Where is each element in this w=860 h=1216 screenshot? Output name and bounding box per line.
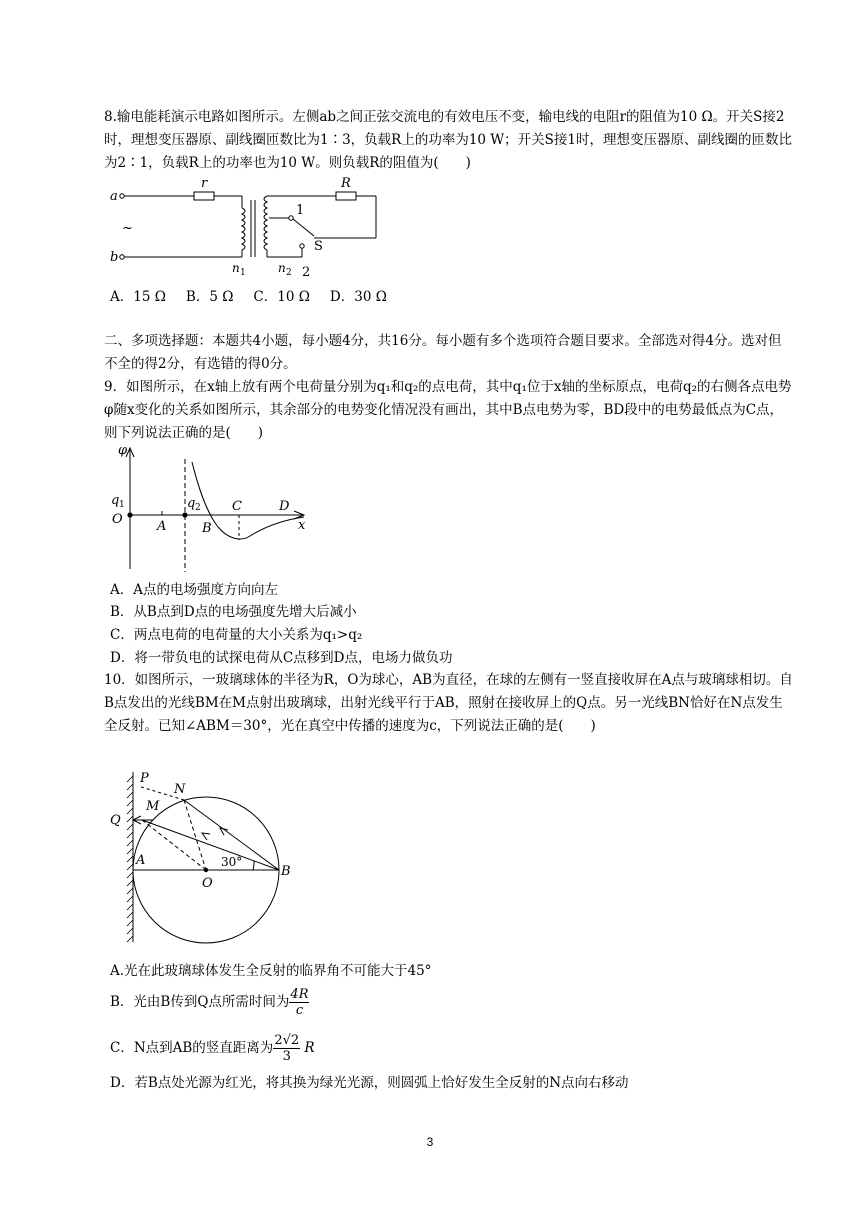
q9-label-D: D	[279, 499, 290, 514]
q10-option-d[interactable]: D．若B点处光源为红光，将其换为绿光光源，则圆弧上恰好发生全反射的N点向右移动	[110, 1075, 629, 1091]
q10-option-c-denominator: 3	[282, 1049, 291, 1064]
q9-label-q2-sub: 2	[195, 503, 201, 513]
q10-label-A: A	[136, 853, 146, 868]
q10-option-a[interactable]: A.光在此玻璃球体发生全反射的临界角不可能大于45°	[110, 963, 432, 979]
section2-header: 二、多项选择题：本题共4小题，每小题4分，共16分。每小题有多个选项符合题目要求。全部选对得4分。选对但不全的得2分，有选错的得0分。	[104, 333, 782, 372]
q10-glass-sphere-figure	[108, 766, 308, 946]
q8-ac-symbol: ~	[122, 221, 133, 236]
q9-stem: 9．如图所示，在x轴上放有两个电荷量分别为q₁和q₂的点电荷，其中q₁位于x轴的坐标原点，电荷q₂的右侧各点电势φ随x变化的关系如图所示，其余部分的电势变化情况没有画出，其中B点电势为零，BD段中的电势最低点为C点，则下列说法正确的是( )	[104, 379, 792, 441]
q8-label-1: 1	[296, 203, 305, 218]
q10-label-P: P	[140, 771, 149, 786]
q10-option-b-fraction	[289, 987, 309, 1018]
q8-option-c[interactable]: C．10 Ω	[253, 289, 310, 305]
q8-label-b: b	[110, 250, 119, 265]
q10-option-b-denominator: c	[295, 1003, 304, 1018]
page-number: 3	[426, 1135, 434, 1149]
q9-option-d[interactable]: D．将一带负电的试探电荷从C点移到D点，电场力做负功	[110, 650, 453, 666]
q8-label-n2: n	[278, 261, 286, 275]
q10-label-Q: Q	[110, 813, 121, 828]
q9-axis-phi: φ	[118, 443, 128, 458]
q10-label-N: N	[174, 782, 186, 797]
q10-angle-label: 30°	[221, 855, 243, 869]
q8-option-b[interactable]: B．5 Ω	[185, 289, 234, 305]
q8-label-S: S	[314, 239, 323, 254]
q8-option-d[interactable]: D．30 Ω	[329, 289, 387, 305]
q9-label-A: A	[157, 519, 167, 534]
q8-circuit-figure	[104, 178, 404, 278]
q10-option-c-text: C．N点到AB的竖直距离为	[110, 1040, 274, 1056]
q8-label-a: a	[110, 189, 118, 204]
q10-option-c[interactable]	[110, 1031, 315, 1065]
q10-option-c-post: R	[300, 1040, 315, 1056]
q10-label-B: B	[281, 864, 291, 879]
q10-option-c-fraction	[273, 1033, 300, 1064]
q10-option-b-numerator: 4R	[290, 987, 309, 1002]
q8-label-R: R	[341, 176, 351, 191]
q9-label-q1: q	[111, 493, 120, 508]
q9-label-O: O	[112, 512, 123, 527]
q8-label-n1: n	[232, 261, 240, 275]
q10-stem: 10．如图所示，一玻璃球体的半径为R，O为球心，AB为直径，在球的左侧有一竖直接收屏在A点与玻璃球相切。自B点发出的光线BM在M点射出玻璃球，出射光线平行于AB，照射在接收屏上的Q点。另一光线BN恰好在N点发生全反射。已知∠ABM＝30°，光在真空中传播的速度为c，下列说法正确的是( )	[104, 672, 793, 734]
q9-option-a[interactable]: A．A点的电场强度方向向左	[110, 582, 278, 598]
q10-option-c-numerator: 2√2	[274, 1033, 300, 1048]
q8-option-a[interactable]: A．15 Ω	[110, 289, 166, 305]
q8-label-n1-sub: 1	[240, 268, 246, 278]
q8-label-2: 2	[302, 265, 311, 280]
q9-option-c[interactable]: C．两点电荷的电荷量的大小关系为q₁>q₂	[110, 627, 363, 643]
q10-label-M: M	[146, 799, 160, 814]
q8-options	[110, 286, 387, 308]
q9-label-q1-sub: 1	[119, 500, 125, 510]
q9-label-B: B	[202, 521, 212, 536]
q8-label-r: r	[201, 176, 208, 191]
q9-option-b[interactable]: B．从B点到D点的电场强度先增大后减小	[110, 604, 357, 620]
q9-potential-graph	[108, 444, 328, 574]
q9-label-q2: q	[187, 496, 196, 511]
q8-stem: 8.输电能耗演示电路如图所示。左侧ab之间正弦交流电的有效电压不变，输电线的电阻r的阻值为10 Ω。开关S接2时，理想变压器原、副线圈匝数比为1∶3，负载R上的功率为10 W；开关S接1时，理想变压器原、副线圈的匝数比为2∶1，负载R上的功率也为10 W。则负载R的阻值为( )	[104, 109, 793, 171]
q10-option-b[interactable]	[110, 985, 309, 1019]
q10-option-b-text: B．光由B传到Q点所需时间为	[110, 994, 290, 1010]
q9-axis-x: x	[298, 518, 306, 533]
q8-label-n2-sub: 2	[286, 268, 292, 278]
q10-label-O: O	[202, 876, 213, 891]
q9-label-C: C	[232, 499, 242, 514]
